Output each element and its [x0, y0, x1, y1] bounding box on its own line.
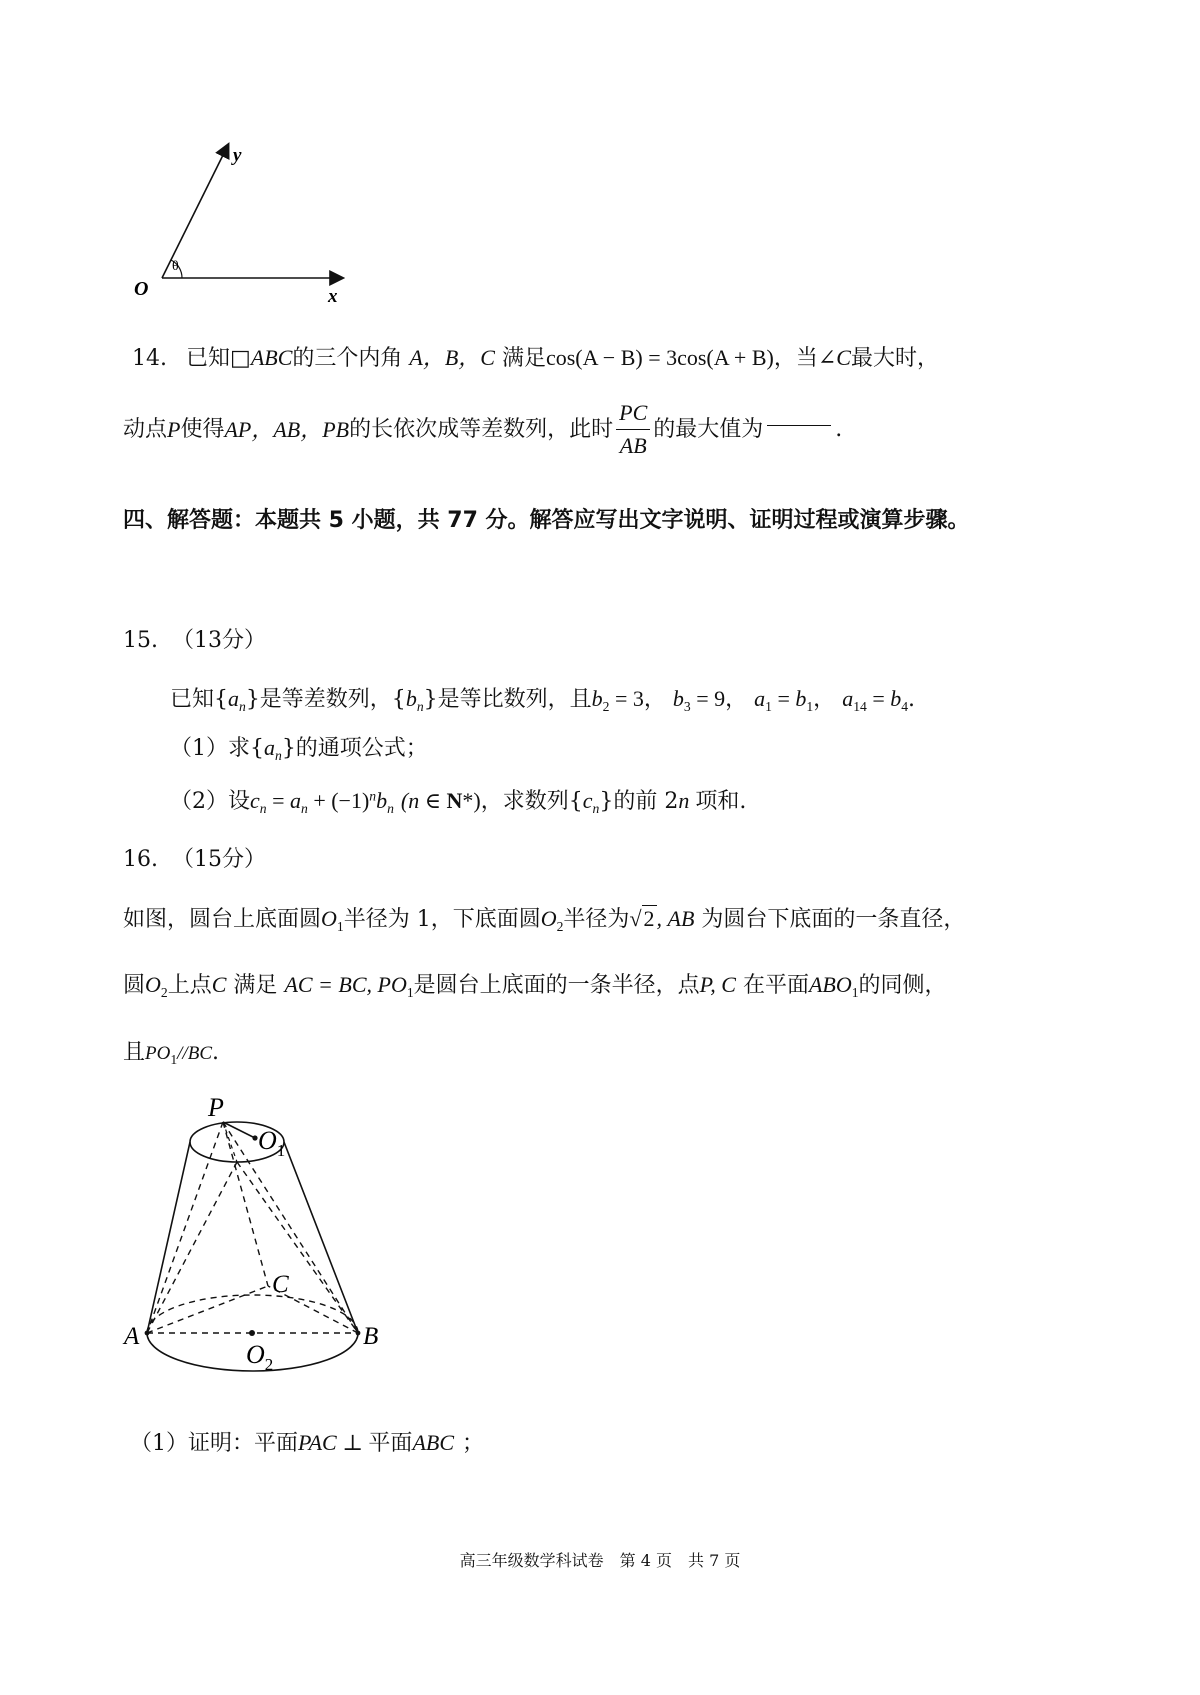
q14-line2: 动点 P 使得 AP，AB，PB 的长依次成等差数列，此时 $\frac{PC}{AB}$ 的最大值为 . [123, 400, 843, 459]
label-C: C [272, 1271, 289, 1298]
sqrt-symbol: √ 2 [629, 906, 655, 931]
point-O2 [249, 1330, 255, 1336]
point-B [356, 1331, 361, 1336]
angle-figure [120, 135, 380, 335]
label-y: y [233, 145, 242, 166]
segment-PA [147, 1122, 223, 1333]
point-A [145, 1331, 150, 1336]
q16-line3: 且$PO_1//BC$. [123, 1040, 219, 1067]
q15-stem: 已知$\{a_n\}$是等差数列，$\{b_n\}$是等比数列，且$b_2 = 3$， $b_3 = 9$， $a_1 = b_1$， $a_{14} = b_4$. [170, 686, 916, 714]
q15-part1: （1）求$\{a_n\}$的通项公式； [170, 735, 428, 763]
q14-equation: cos(A − B) = 3cos(A + B) [545, 345, 774, 370]
answer-blank[interactable] [767, 425, 831, 426]
frustum-figure [120, 1090, 400, 1400]
section-heading: 四、解答题：本题共 5 小题，共 77 分。解答应写出文字说明、证明过程或演算步骤。 [123, 508, 970, 533]
label-P: P [208, 1093, 224, 1122]
label-O2: $O_2$ [246, 1340, 274, 1374]
q16-part1: （1）证明：平面PAC ⊥ 平面ABC ； [130, 1430, 485, 1456]
label-O1: $O_1$ [258, 1126, 286, 1160]
segment-O1B [237, 1162, 358, 1333]
label-x: x [328, 286, 338, 307]
segment-PO1 [223, 1122, 255, 1138]
q16-header: 16. （15分） [123, 847, 266, 872]
label-A: A [124, 1323, 140, 1350]
q16-line2: 圆$O_2$上点C 满足 AC = BC, $PO_1$是圆台上底面的一条半径，点P, C 在平面$ABO_1$的同侧， [123, 972, 947, 1000]
q14-line1: 14. 已知□ABC的三个内角 A，B，C 满足cos(A − B) = 3cos(A + B)，当∠C最大时， [132, 345, 939, 371]
page-footer: 高三年级数学科试卷 第 4 页 共 7 页 [459, 1551, 741, 1570]
label-theta: θ [172, 259, 179, 274]
segment-PB [223, 1122, 358, 1333]
label-B: B [363, 1323, 379, 1350]
q15-header: 15. （13分） [123, 628, 266, 653]
segment-O1A [147, 1162, 237, 1333]
label-O: O [134, 278, 149, 300]
q16-line1: 如图，圆台上底面圆$O_1$半径为 1，下底面圆$O_2$半径为 √ 2 , AB 为圆台下底面的一条直径， [123, 906, 966, 934]
point-O1 [252, 1135, 257, 1140]
lower-base-back [147, 1295, 358, 1333]
segment-AC [147, 1286, 268, 1333]
triangle-symbol: □ [230, 346, 251, 371]
q14-fraction: $\frac{PC}{AB}$ [616, 400, 650, 460]
q14-number: 14. [132, 346, 167, 371]
q15-part2: （2）设$c_n = a_n + (-1)^nb_n$ (n ∈ N*)，求数列$\{c_n\}$的前 2n 项和. [170, 788, 747, 816]
